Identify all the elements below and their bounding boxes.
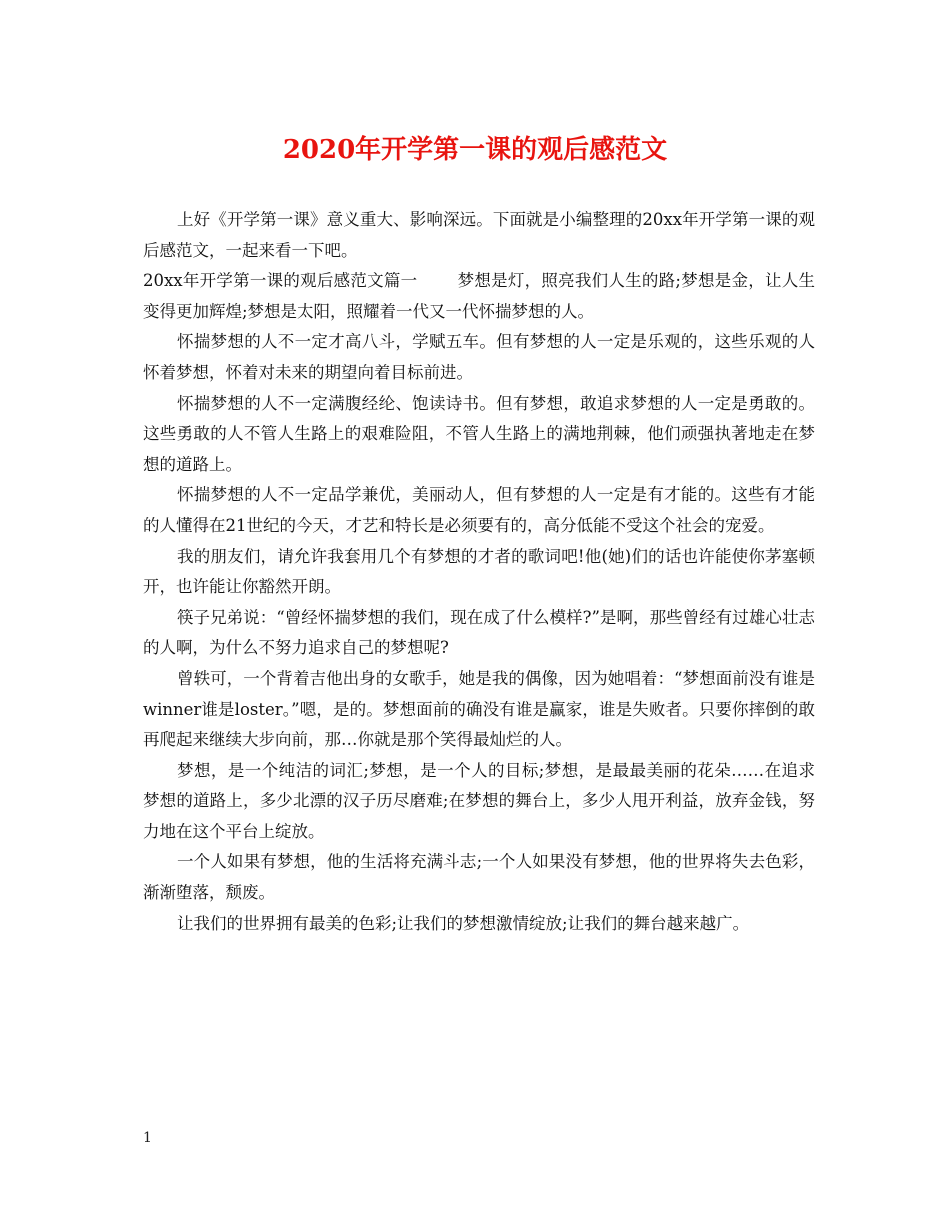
document-body	[143, 205, 815, 939]
intro-paragraph: 上好《开学第一课》意义重大、影响深远。下面就是小编整理的20xx年开学第一课的观后感范文，一起来看一下吧。	[143, 210, 815, 260]
body-paragraph: 怀揣梦想的人不一定满腹经纶、饱读诗书。但有梦想，敢追求梦想的人一定是勇敢的。这些勇敢的人不管人生路上的艰难险阻，不管人生路上的满地荆棘，他们顽强执著地走在梦想的道路上。	[143, 393, 815, 474]
body-paragraph: 怀揣梦想的人不一定才高八斗，学赋五车。但有梦想的人一定是乐观的，这些乐观的人怀着梦想，怀着对未来的期望向着目标前进。	[143, 332, 815, 382]
document-title: 2020年开学第一课的观后感范文	[282, 135, 668, 165]
body-paragraph: 让我们的世界拥有最美的色彩;让我们的梦想激情绽放;让我们的舞台越来越广。	[177, 913, 750, 933]
body-paragraph: 我的朋友们，请允许我套用几个有梦想的才者的歌词吧!他(她)们的话也许能使你茅塞顿开，也许能让你豁然开朗。	[143, 546, 815, 597]
page-number: 1	[143, 1130, 152, 1146]
body-paragraph: 筷子兄弟说：“曾经怀揣梦想的我们，现在成了什么模样?”是啊，那些曾经有过雄心壮志的人啊，为什么不努力追求自己的梦想呢?	[143, 607, 815, 658]
body-paragraph: 梦想，是一个纯洁的词汇;梦想，是一个人的目标;梦想，是最最美丽的花朵……在追求梦想的道路上，多少北漂的汉子历尽磨难;在梦想的舞台上，多少人甩开利益，放弃金钱，努力地在这个平台上绽放。	[143, 760, 815, 841]
section-heading: 20xx年开学第一课的观后感范文篇一	[143, 271, 418, 291]
body-paragraph: 曾轶可，一个背着吉他出身的女歌手，她是我的偶像，因为她唱着：“梦想面前没有谁是winner谁是loster。”嗯，是的。梦想面前的确没有谁是赢家，谁是失败者。只要你摔倒的敢再爬起来继续大步向前，那…你就是那个笑得最灿烂的人。	[143, 668, 815, 750]
body-paragraph: 怀揣梦想的人不一定品学兼优，美丽动人，但有梦想的人一定是有才能的。这些有才能的人懂得在21世纪的今天，才艺和特长是必须要有的，高分低能不受这个社会的宠爱。	[143, 485, 815, 535]
section-first-line	[143, 266, 815, 327]
body-paragraph: 一个人如果有梦想，他的生活将充满斗志;一个人如果没有梦想，他的世界将失去色彩，渐渐堕落，颓废。	[143, 852, 815, 903]
first-paragraph: 梦想是灯，照亮我们人生的路;梦想是金，让人生变得更加辉煌;梦想是太阳，照耀着一代又一代怀揣梦想的人。	[143, 271, 815, 321]
